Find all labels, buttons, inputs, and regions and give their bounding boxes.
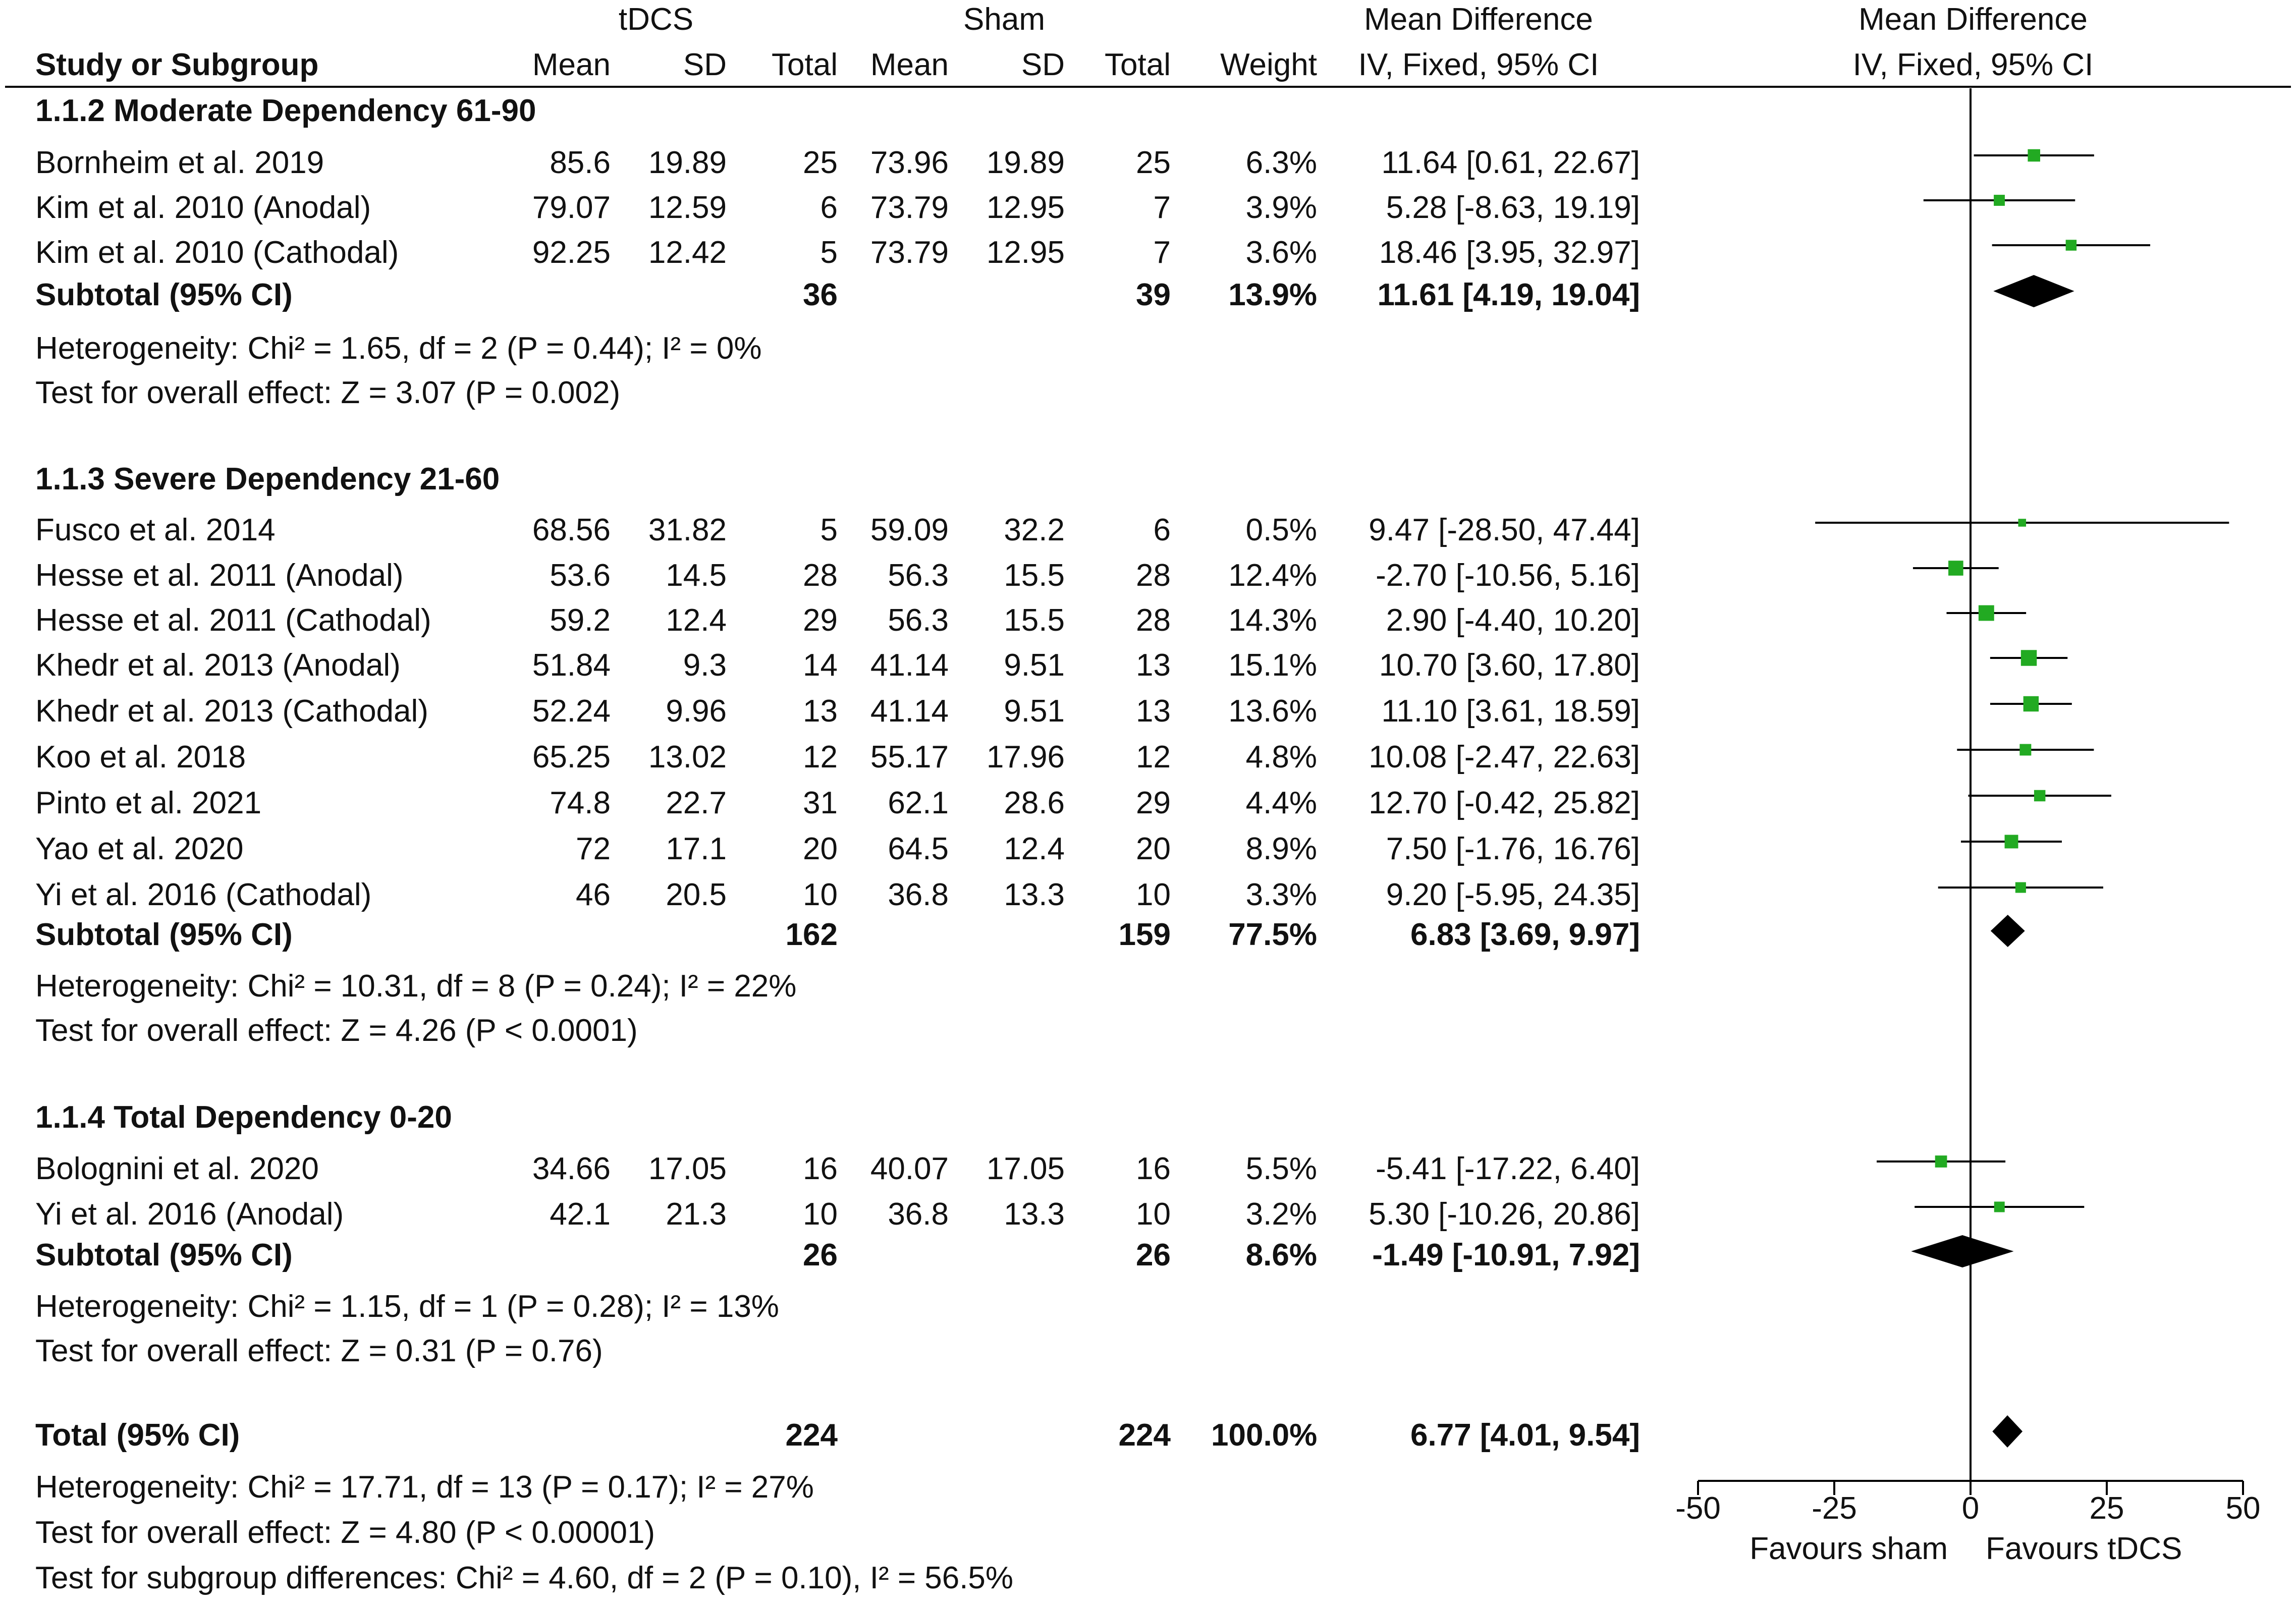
tdcs-sd: 31.82	[648, 513, 727, 547]
study-name: Hesse et al. 2011 (Cathodal)	[35, 603, 431, 638]
heterogeneity-text: Heterogeneity: Chi² = 1.15, df = 1 (P = 0.28); I² = 13%	[35, 1289, 779, 1324]
tdcs-total: 12	[803, 740, 838, 774]
study-name: Koo et al. 2018	[35, 740, 246, 774]
study-marker	[2034, 790, 2045, 801]
tdcs-total: 10	[803, 877, 838, 912]
study-name: Pinto et al. 2021	[35, 786, 262, 820]
pooled-diamond	[1992, 1415, 2022, 1448]
header-weight: Weight	[1220, 47, 1317, 82]
study-marker	[1935, 1155, 1947, 1168]
study-name: Yao et al. 2020	[35, 832, 244, 866]
weight: 3.2%	[1245, 1197, 1317, 1232]
overall-effect-text: Test for overall effect: Z = 3.07 (P = 0.002)	[35, 375, 621, 410]
weight: 3.6%	[1245, 235, 1317, 270]
heterogeneity-text: Heterogeneity: Chi² = 1.65, df = 2 (P = 0.44); I² = 0%	[35, 331, 762, 366]
weight: 3.9%	[1245, 190, 1317, 225]
mean-difference-ci: 10.70 [3.60, 17.80]	[1379, 648, 1640, 683]
weight: 4.8%	[1245, 740, 1317, 774]
total-ci: 6.77 [4.01, 9.54]	[1410, 1418, 1640, 1453]
tdcs-total: 14	[803, 648, 838, 683]
sham-total: 20	[1136, 832, 1171, 866]
subtotal-tdcs-total: 36	[803, 278, 838, 312]
weight: 13.6%	[1228, 694, 1317, 729]
subtotal-sham-total: 159	[1118, 917, 1171, 952]
pooled-diamond	[1993, 275, 2074, 307]
mean-difference-ci: -5.41 [-17.22, 6.40]	[1376, 1151, 1640, 1186]
subgroup-differences-text: Test for subgroup differences: Chi² = 4.60, df = 2 (P = 0.10), I² = 56.5%	[35, 1561, 1014, 1595]
tdcs-sd: 14.5	[666, 558, 727, 593]
mean-difference-ci: 2.90 [-4.40, 10.20]	[1386, 603, 1640, 638]
sham-sd: 32.2	[1004, 513, 1065, 547]
study-marker	[2021, 650, 2037, 666]
header-effect-sub: IV, Fixed, 95% CI	[1358, 47, 1599, 82]
tdcs-sd: 17.1	[666, 832, 727, 866]
mean-difference-ci: 11.64 [0.61, 22.67]	[1381, 145, 1640, 180]
mean-difference-ci: 9.47 [-28.50, 47.44]	[1369, 513, 1640, 547]
axis-tick-label: 0	[1961, 1491, 1980, 1526]
study-marker	[2019, 744, 2031, 756]
study-name: Khedr et al. 2013 (Anodal)	[35, 648, 401, 683]
sham-total: 28	[1136, 558, 1171, 593]
sham-mean: 40.07	[870, 1151, 949, 1186]
header-effect: Mean Difference	[1364, 2, 1593, 37]
tdcs-sd: 19.89	[648, 145, 727, 180]
tdcs-total: 13	[803, 694, 838, 729]
total-overall-effect-text: Test for overall effect: Z = 4.80 (P < 0.00001)	[35, 1515, 655, 1550]
mean-difference-ci: 5.28 [-8.63, 19.19]	[1386, 190, 1640, 225]
study-marker	[1979, 605, 1994, 621]
tdcs-mean: 65.25	[532, 740, 611, 774]
study-name: Kim et al. 2010 (Cathodal)	[35, 235, 399, 270]
tdcs-mean: 74.8	[550, 786, 611, 820]
tdcs-sd: 12.4	[666, 603, 727, 638]
study-name: Khedr et al. 2013 (Cathodal)	[35, 694, 428, 729]
tdcs-mean: 34.66	[532, 1151, 611, 1186]
total-weight: 100.0%	[1211, 1418, 1318, 1453]
overall-effect-text: Test for overall effect: Z = 4.26 (P < 0.0001)	[35, 1013, 638, 1048]
weight: 15.1%	[1228, 648, 1317, 683]
sham-sd: 17.05	[986, 1151, 1065, 1186]
study-marker	[1994, 195, 2005, 206]
sham-total: 16	[1136, 1151, 1171, 1186]
sham-sd: 12.4	[1004, 832, 1065, 866]
sham-total: 6	[1153, 513, 1171, 547]
tdcs-sd: 20.5	[666, 877, 727, 912]
tdcs-sd: 17.05	[648, 1151, 727, 1186]
sham-mean: 36.8	[888, 1197, 949, 1232]
weight: 12.4%	[1228, 558, 1317, 593]
pooled-diamond	[1911, 1235, 2013, 1267]
tdcs-mean: 79.07	[532, 190, 611, 225]
subtotal-sham-total: 26	[1136, 1238, 1171, 1272]
sham-sd: 17.96	[986, 740, 1065, 774]
tdcs-mean: 46	[576, 877, 611, 912]
tdcs-sd: 13.02	[648, 740, 727, 774]
mean-difference-ci: 11.10 [3.61, 18.59]	[1381, 694, 1640, 729]
sham-mean: 41.14	[870, 694, 949, 729]
weight: 6.3%	[1245, 145, 1317, 180]
study-name: Bornheim et al. 2019	[35, 145, 324, 180]
sham-total: 10	[1136, 1197, 1171, 1232]
study-marker	[2005, 835, 2018, 849]
weight: 5.5%	[1245, 1151, 1317, 1186]
subtotal-label: Subtotal (95% CI)	[35, 917, 293, 952]
subtotal-tdcs-total: 162	[785, 917, 838, 952]
header-study: Study or Subgroup	[35, 47, 319, 82]
tdcs-mean: 59.2	[550, 603, 611, 638]
sham-mean: 56.3	[888, 558, 949, 593]
sham-total: 7	[1153, 235, 1171, 270]
tdcs-total: 5	[820, 513, 838, 547]
sham-mean: 55.17	[870, 740, 949, 774]
axis-tick-label: -50	[1675, 1491, 1721, 1526]
favours-left-label: Favours sham	[1750, 1531, 1948, 1566]
subtotal-ci: -1.49 [-10.91, 7.92]	[1372, 1238, 1640, 1272]
sham-total: 29	[1136, 786, 1171, 820]
sham-sd: 13.3	[1004, 877, 1065, 912]
weight: 3.3%	[1245, 877, 1317, 912]
tdcs-total: 6	[820, 190, 838, 225]
study-name: Bolognini et al. 2020	[35, 1151, 319, 1186]
tdcs-mean: 51.84	[532, 648, 611, 683]
total-label: Total (95% CI)	[35, 1418, 240, 1453]
header-mean-2: Mean	[870, 47, 949, 82]
subtotal-sham-total: 39	[1136, 278, 1171, 312]
weight: 14.3%	[1228, 603, 1317, 638]
study-marker	[2024, 696, 2039, 711]
tdcs-sd: 21.3	[666, 1197, 727, 1232]
tdcs-sd: 22.7	[666, 786, 727, 820]
study-marker	[2015, 882, 2026, 893]
weight: 4.4%	[1245, 786, 1317, 820]
header-plot: Mean Difference	[1858, 2, 2088, 37]
heterogeneity-text: Heterogeneity: Chi² = 10.31, df = 8 (P = 0.24); I² = 22%	[35, 969, 797, 1004]
sham-total: 12	[1136, 740, 1171, 774]
subgroup-title: 1.1.3 Severe Dependency 21-60	[35, 462, 500, 496]
subtotal-ci: 11.61 [4.19, 19.04]	[1377, 278, 1640, 312]
sham-sd: 9.51	[1004, 648, 1065, 683]
weight: 0.5%	[1245, 513, 1317, 547]
mean-difference-ci: 5.30 [-10.26, 20.86]	[1369, 1197, 1640, 1232]
study-name: Yi et al. 2016 (Anodal)	[35, 1197, 344, 1232]
header-group2: Sham	[963, 2, 1045, 37]
weight: 8.9%	[1245, 832, 1317, 866]
mean-difference-ci: 9.20 [-5.95, 24.35]	[1386, 877, 1640, 912]
total-heterogeneity-text: Heterogeneity: Chi² = 17.71, df = 13 (P = 0.17); I² = 27%	[35, 1470, 814, 1505]
study-name: Hesse et al. 2011 (Anodal)	[35, 558, 404, 593]
mean-difference-ci: 12.70 [-0.42, 25.82]	[1369, 786, 1640, 820]
mean-difference-ci: -2.70 [-10.56, 5.16]	[1376, 558, 1640, 593]
tdcs-mean: 85.6	[550, 145, 611, 180]
mean-difference-ci: 18.46 [3.95, 32.97]	[1379, 235, 1640, 270]
favours-right-label: Favours tDCS	[1986, 1531, 2182, 1566]
axis-tick-label: -25	[1812, 1491, 1857, 1526]
sham-mean: 64.5	[888, 832, 949, 866]
study-marker	[2066, 240, 2076, 250]
study-marker	[1948, 561, 1963, 576]
sham-mean: 73.79	[870, 235, 949, 270]
tdcs-total: 25	[803, 145, 838, 180]
sham-sd: 15.5	[1004, 558, 1065, 593]
sham-mean: 36.8	[888, 877, 949, 912]
sham-sd: 28.6	[1004, 786, 1065, 820]
sham-total: 7	[1153, 190, 1171, 225]
header-sd-1: SD	[683, 47, 727, 82]
sham-mean: 73.79	[870, 190, 949, 225]
sham-total: 10	[1136, 877, 1171, 912]
overall-effect-text: Test for overall effect: Z = 0.31 (P = 0.76)	[35, 1334, 603, 1368]
tdcs-mean: 53.6	[550, 558, 611, 593]
mean-difference-ci: 10.08 [-2.47, 22.63]	[1369, 740, 1640, 774]
sham-sd: 12.95	[986, 235, 1065, 270]
tdcs-sd: 12.59	[648, 190, 727, 225]
tdcs-total: 20	[803, 832, 838, 866]
study-marker	[2018, 519, 2027, 527]
sham-total: 13	[1136, 694, 1171, 729]
sham-sd: 12.95	[986, 190, 1065, 225]
subgroup-title: 1.1.2 Moderate Dependency 61-90	[35, 93, 536, 128]
tdcs-total: 29	[803, 603, 838, 638]
total-sham-total: 224	[1118, 1418, 1171, 1453]
sham-mean: 73.96	[870, 145, 949, 180]
header-group1: tDCS	[618, 2, 694, 37]
mean-difference-ci: 7.50 [-1.76, 16.76]	[1386, 832, 1640, 866]
subgroup-title: 1.1.4 Total Dependency 0-20	[35, 1100, 452, 1135]
study-name: Yi et al. 2016 (Cathodal)	[35, 877, 372, 912]
header-total-2: Total	[1105, 47, 1171, 82]
header-sd-2: SD	[1021, 47, 1065, 82]
tdcs-total: 16	[803, 1151, 838, 1186]
pooled-diamond	[1991, 915, 2025, 947]
study-name: Fusco et al. 2014	[35, 513, 276, 547]
subtotal-label: Subtotal (95% CI)	[35, 278, 293, 312]
sham-total: 25	[1136, 145, 1171, 180]
tdcs-sd: 12.42	[648, 235, 727, 270]
tdcs-total: 31	[803, 786, 838, 820]
axis-tick-label: 25	[2089, 1491, 2124, 1526]
subtotal-label: Subtotal (95% CI)	[35, 1238, 293, 1272]
sham-mean: 59.09	[870, 513, 949, 547]
axis-tick-label: 50	[2225, 1491, 2261, 1526]
sham-sd: 13.3	[1004, 1197, 1065, 1232]
subtotal-weight: 77.5%	[1228, 917, 1317, 952]
study-name: Kim et al. 2010 (Anodal)	[35, 190, 371, 225]
tdcs-mean: 72	[576, 832, 611, 866]
sham-total: 13	[1136, 648, 1171, 683]
tdcs-mean: 42.1	[550, 1197, 611, 1232]
subtotal-tdcs-total: 26	[803, 1238, 838, 1272]
sham-sd: 9.51	[1004, 694, 1065, 729]
sham-sd: 19.89	[986, 145, 1065, 180]
subtotal-ci: 6.83 [3.69, 9.97]	[1410, 917, 1640, 952]
header-mean-1: Mean	[532, 47, 611, 82]
sham-sd: 15.5	[1004, 603, 1065, 638]
tdcs-total: 28	[803, 558, 838, 593]
sham-mean: 41.14	[870, 648, 949, 683]
header-total-1: Total	[772, 47, 838, 82]
sham-total: 28	[1136, 603, 1171, 638]
tdcs-mean: 68.56	[532, 513, 611, 547]
study-marker	[1994, 1202, 2005, 1212]
header-plot-sub: IV, Fixed, 95% CI	[1852, 47, 2094, 82]
study-marker	[2028, 149, 2040, 162]
tdcs-total: 10	[803, 1197, 838, 1232]
tdcs-total: 5	[820, 235, 838, 270]
sham-mean: 62.1	[888, 786, 949, 820]
tdcs-mean: 92.25	[532, 235, 611, 270]
tdcs-mean: 52.24	[532, 694, 611, 729]
tdcs-sd: 9.3	[683, 648, 727, 683]
total-tdcs-total: 224	[785, 1418, 838, 1453]
subtotal-weight: 8.6%	[1245, 1238, 1317, 1272]
tdcs-sd: 9.96	[666, 694, 727, 729]
subtotal-weight: 13.9%	[1228, 278, 1317, 312]
sham-mean: 56.3	[888, 603, 949, 638]
